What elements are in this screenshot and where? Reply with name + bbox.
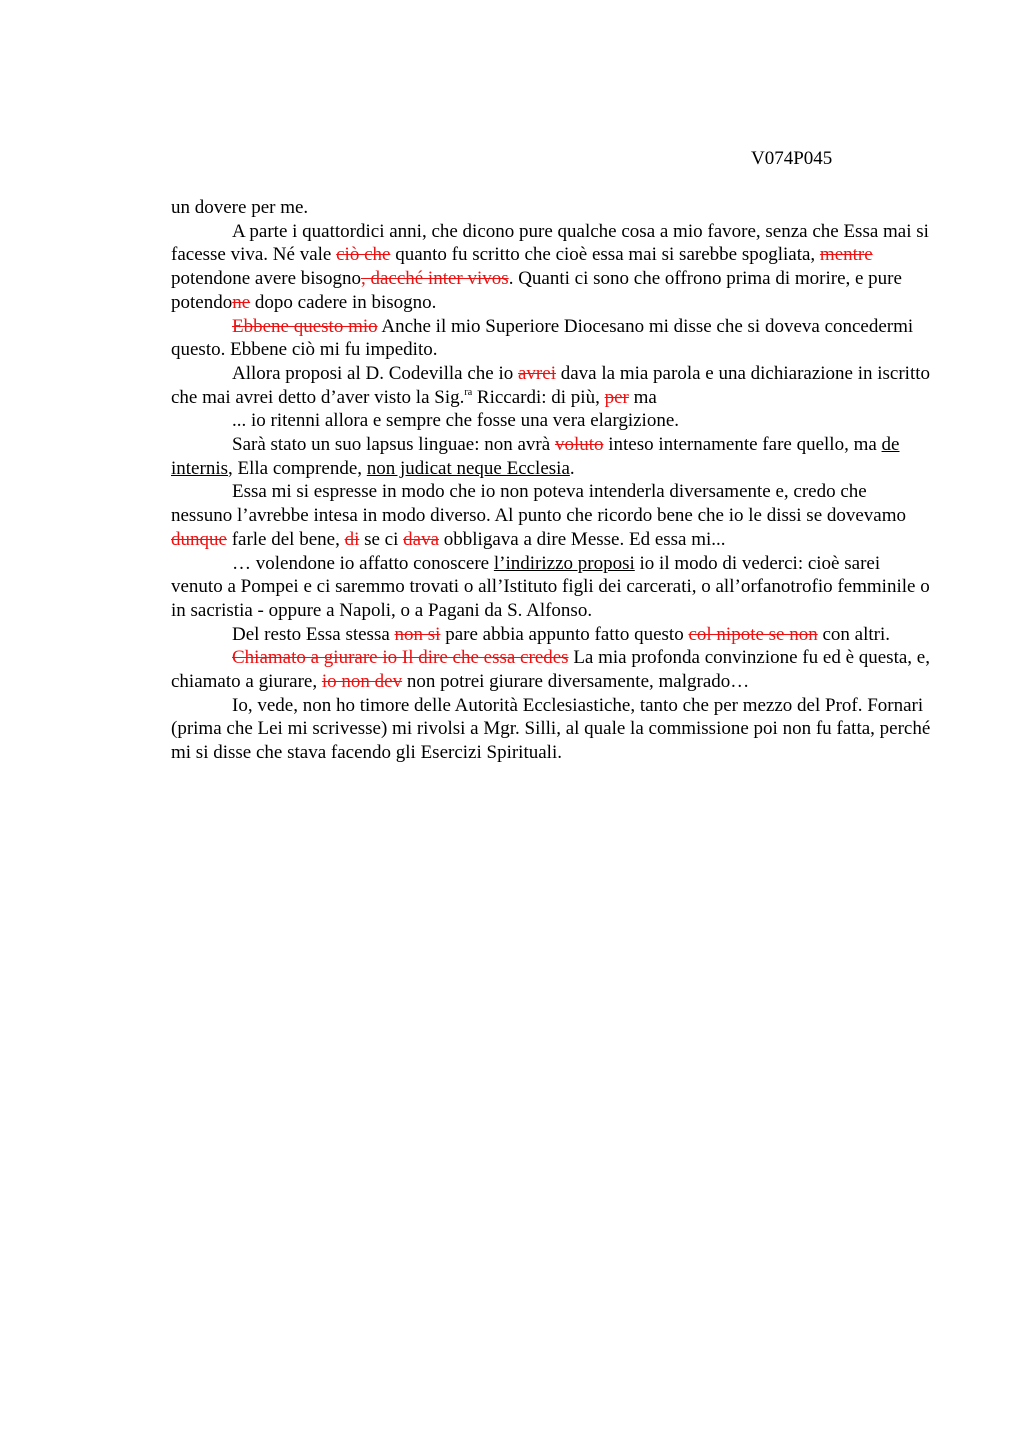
paragraph-9 xyxy=(171,623,931,647)
text-run: obbligava a dire Messe. Ed essa mi... xyxy=(439,528,726,550)
text-run: ... io ritenni allora e sempre che fosse una vera elargizione. xyxy=(232,410,680,432)
deleted-text: non si xyxy=(394,623,441,645)
text-run: Del resto Essa stessa xyxy=(232,623,395,645)
text-run: … volendone io affatto conoscere xyxy=(232,552,494,574)
underlined-text: non judicat neque Ecclesia xyxy=(366,457,570,479)
text-run: Essa mi si espresse in modo che io non poteva intenderla diversamente e, credo che nessuno l’avrebbe intesa in modo diverso. Al punto che ricordo bene che io le dissi se dovevamo xyxy=(171,481,907,527)
text-run: dopo cadere in bisogno. xyxy=(250,291,437,313)
text-run: A parte i quattordici anni, che dicono pure qualche cosa a mio favore, senza che Essa mai si facesse viva. Né vale xyxy=(171,220,929,266)
text-run: pare abbia appunto fatto questo xyxy=(440,623,689,645)
deleted-text: per xyxy=(604,386,629,408)
text-run: inteso internamente fare quello, ma xyxy=(603,434,882,456)
deleted-text: dunque xyxy=(171,528,227,550)
deleted-text: voluto xyxy=(554,434,604,456)
deleted-text: Chiamato a giurare io Il dire che essa credes xyxy=(232,647,569,669)
paragraph-11 xyxy=(171,694,931,765)
paragraph-3 xyxy=(171,315,931,362)
paragraph-1 xyxy=(171,196,931,220)
text-run: Allora proposi al D. Codevilla che io xyxy=(232,362,518,384)
text-run: potendone avere bisogno xyxy=(171,268,361,290)
deleted-text: io non dev xyxy=(321,671,403,693)
deleted-text: Ebbene questo mio xyxy=(232,315,378,337)
page-identifier: V074P045 xyxy=(751,148,833,169)
text-run: . xyxy=(569,457,575,479)
document-body xyxy=(171,196,931,765)
text-run: dava la mia parola e una dichiarazione in iscritto che mai avrei detto d’aver visto la Sig. xyxy=(171,362,931,408)
underlined-text: de internis xyxy=(171,434,900,479)
text-run: ma xyxy=(628,386,657,408)
deleted-text: ciò che xyxy=(336,244,391,266)
text-run: se ci xyxy=(359,528,404,550)
paragraph-8 xyxy=(171,552,931,623)
text-run: Io, vede, non ho timore delle Autorità Ecclesiastiche, tanto che per mezzo del Prof. Fornari (prima che Lei mi scrivesse) mi rivolsi a Mgr. Silli, al quale la commissione poi non fu fatta, perché mi si disse che stava facendo gli Esercizi Spirituali. xyxy=(171,694,931,764)
text-run: con altri. xyxy=(817,623,891,645)
superscript-text: ra xyxy=(464,386,473,398)
deleted-text: col nipote se non xyxy=(688,623,818,645)
deleted-text: dava xyxy=(403,528,440,550)
text-run: farle del bene, xyxy=(226,528,345,550)
text-run: Sarà stato un suo lapsus linguae: non avrà xyxy=(232,434,555,456)
text-run: La mia profonda convinzione fu ed è questa, e, chiamato a giurare, xyxy=(171,647,930,693)
paragraph-4 xyxy=(171,362,931,409)
deleted-text: , dacché inter vivos xyxy=(360,268,509,290)
deleted-text: avrei xyxy=(518,362,556,384)
paragraph-5 xyxy=(171,409,931,433)
deleted-text: di xyxy=(344,528,360,550)
paragraph-6 xyxy=(171,433,931,480)
deleted-text: ne xyxy=(232,291,251,313)
text-run: . Quanti ci sono che offrono prima di morire, e pure potendo xyxy=(171,268,902,313)
text-run: un dovere per me. xyxy=(171,197,309,218)
text-run: non potrei giurare diversamente, malgrado… xyxy=(402,671,750,693)
text-run: Riccardi: di più, xyxy=(472,386,605,408)
underlined-text: l’indirizzo proposi xyxy=(493,552,635,574)
text-run: Anche il mio Superiore Diocesano mi disse che si doveva concedermi questo. Ebbene ciò mi fu impedito. xyxy=(171,315,914,361)
deleted-text: mentre xyxy=(819,244,873,266)
text-run: , Ella comprende, xyxy=(228,457,367,479)
text-run: io il modo di vederci: cioè sarei venuto a Pompei e ci saremmo trovati o all’Istituto figli dei carcerati, o all’orfanotrofio femminile o in sacristia - oppure a Napoli, o a Pagani da S. Alfonso. xyxy=(171,552,930,621)
paragraph-7 xyxy=(171,480,931,551)
paragraph-10 xyxy=(171,646,931,693)
text-run: quanto fu scritto che cioè essa mai si sarebbe spogliata, xyxy=(390,244,820,266)
paragraph-2 xyxy=(171,220,931,315)
